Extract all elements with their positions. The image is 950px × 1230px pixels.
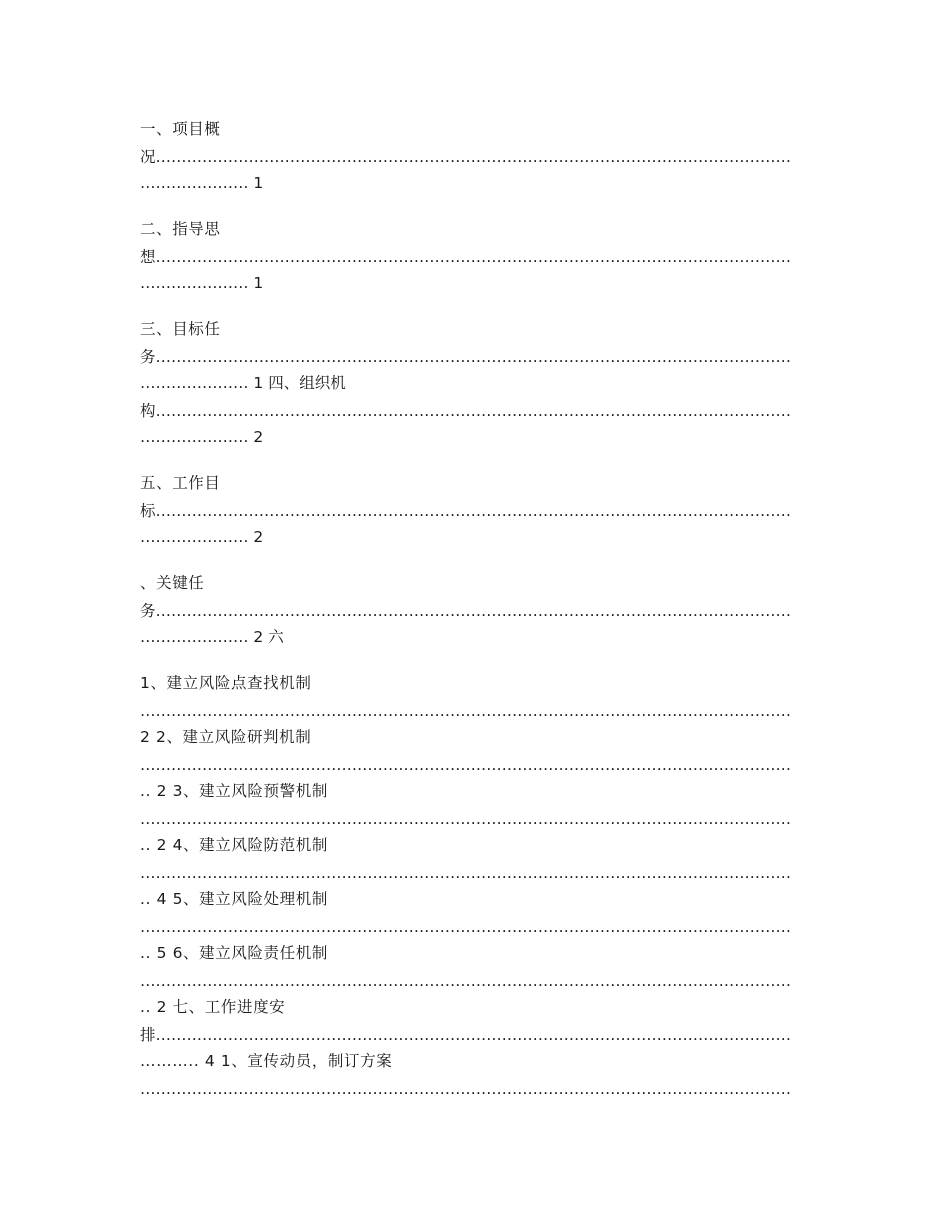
toc-entry-heading: 一、项目概	[140, 120, 221, 138]
toc-page-number: ………………… 2	[140, 528, 264, 546]
toc-dotted-leader: ………………………………………………………………………………………………………………	[140, 702, 791, 720]
toc-entry-heading: 1、建立风险点查找机制	[140, 674, 312, 692]
toc-page-number: ………………… 2 六	[140, 628, 284, 646]
toc-dotted-leader: ………………………………………………………………………………………………………………	[140, 1080, 791, 1098]
toc-entry-heading: ……….. 4 1、宣传动员，制订方案	[140, 1052, 393, 1070]
toc-entry-heading: 、关键任	[140, 574, 205, 592]
toc-dotted-leader: 排……………………………………………………………………………………………………………	[140, 1026, 792, 1044]
toc-dotted-leader: ………………………………………………………………………………………………………………	[140, 810, 791, 828]
toc-entry-heading: .. 5 6、建立风险责任机制	[140, 944, 328, 962]
toc-entry-heading: 三、目标任	[140, 320, 221, 338]
toc-dotted-leader: 想……………………………………………………………………………………………………………	[140, 248, 792, 266]
toc-entry-heading: 2 2、建立风险研判机制	[140, 728, 312, 746]
toc-dotted-leader: ………………………………………………………………………………………………………………	[140, 756, 791, 774]
toc-dotted-leader: 标……………………………………………………………………………………………………………	[140, 502, 792, 520]
toc-dotted-leader: 况……………………………………………………………………………………………………………	[140, 148, 792, 166]
toc-entry-heading: .. 2 4、建立风险防范机制	[140, 836, 328, 854]
toc-dotted-leader: 务……………………………………………………………………………………………………………	[140, 348, 792, 366]
toc-entry-heading: .. 4 5、建立风险处理机制	[140, 890, 328, 908]
toc-dotted-leader: 构……………………………………………………………………………………………………………	[140, 402, 792, 420]
toc-page-number: ………………… 1	[140, 174, 264, 192]
toc-entry-heading: 二、指导思	[140, 220, 221, 238]
toc-dotted-leader: 务……………………………………………………………………………………………………………	[140, 602, 792, 620]
toc-dotted-leader: ………………………………………………………………………………………………………………	[140, 918, 791, 936]
toc-page-number: ………………… 1 四、组织机	[140, 374, 346, 392]
toc-dotted-leader: ………………………………………………………………………………………………………………	[140, 972, 791, 990]
toc-page-number: ………………… 1	[140, 274, 264, 292]
toc-entry-heading: .. 2 3、建立风险预警机制	[140, 782, 328, 800]
toc-page-number: ………………… 2	[140, 428, 264, 446]
toc-entry-heading: 五、工作目	[140, 474, 221, 492]
toc-dotted-leader: ………………………………………………………………………………………………………………	[140, 864, 791, 882]
toc-entry-heading: .. 2 七、工作进度安	[140, 998, 286, 1016]
